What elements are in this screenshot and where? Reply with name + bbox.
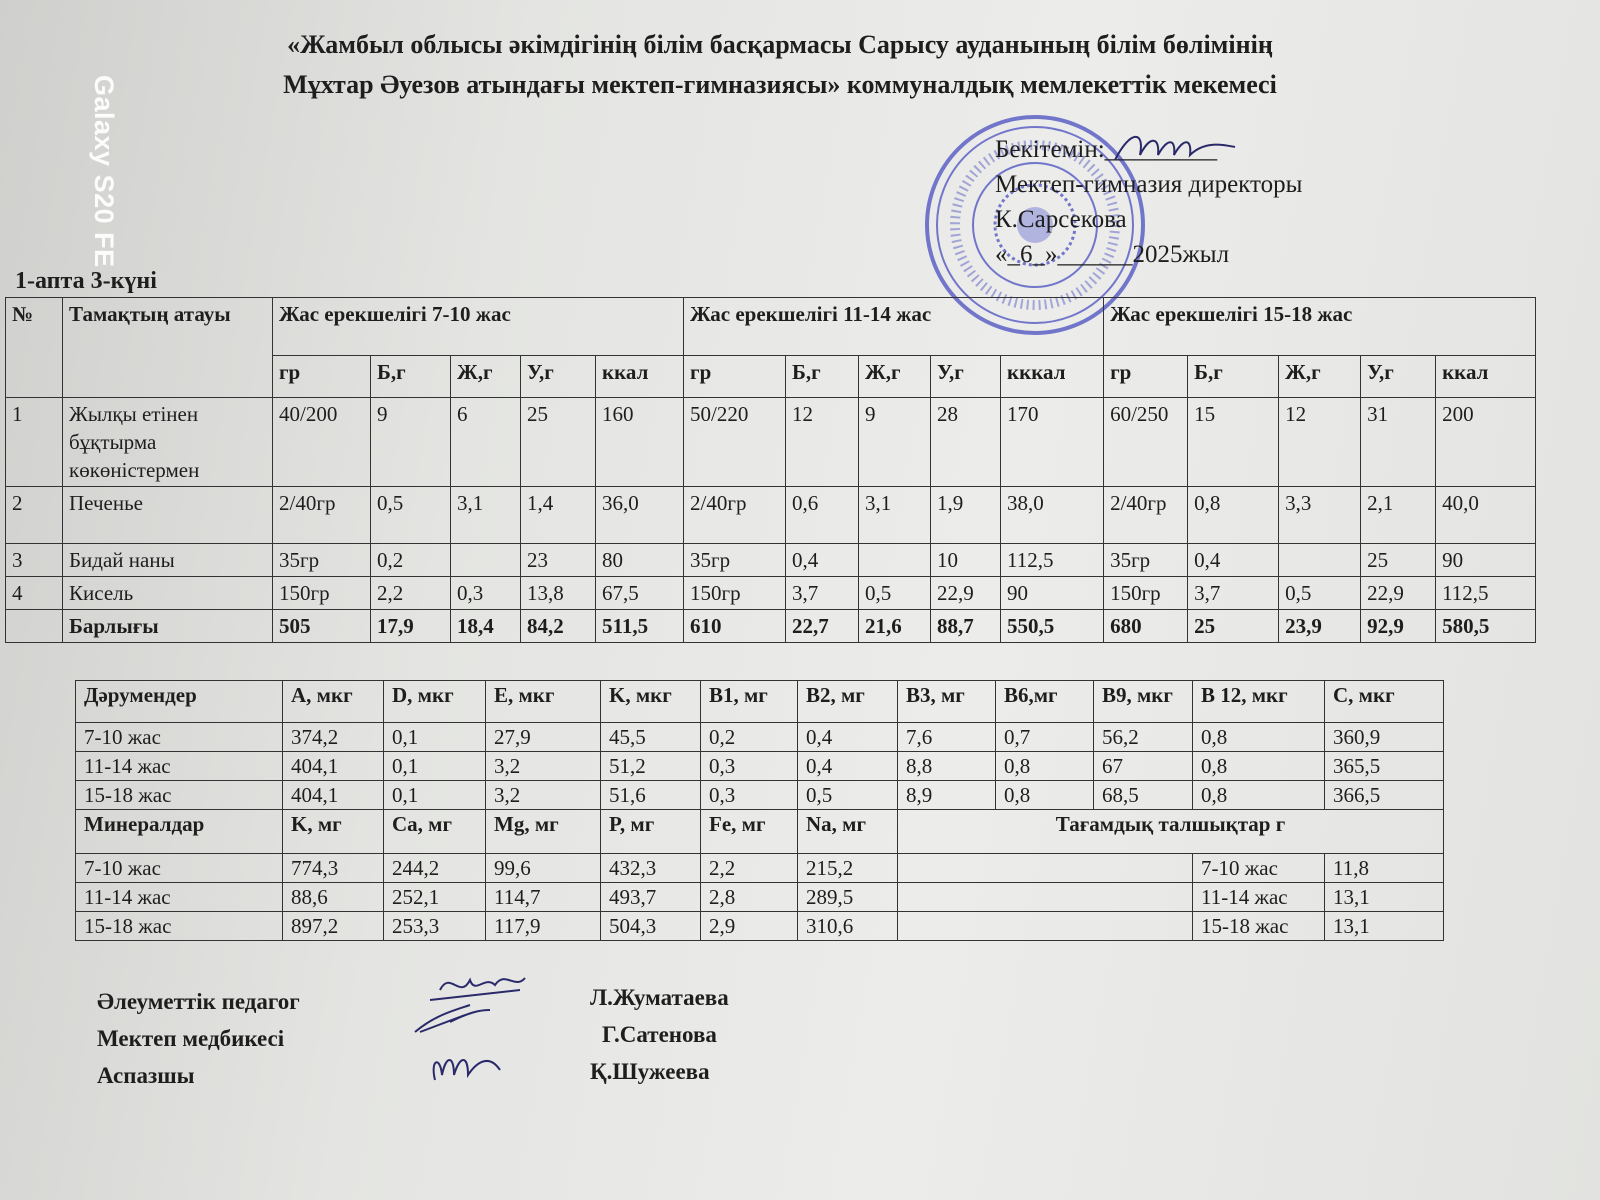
dish-value: 40,0 <box>1436 487 1536 544</box>
fiber-blank <box>898 883 1193 912</box>
total-value: 21,6 <box>859 610 931 643</box>
vitamin-header: B2, мг <box>798 681 898 723</box>
dish-value: 0,8 <box>1188 487 1279 544</box>
signature-name: Г.Сатенова <box>602 1022 717 1047</box>
dish-value: 22,9 <box>1361 577 1436 610</box>
mineral-value: 432,3 <box>601 854 701 883</box>
dish-value: 50/220 <box>684 398 786 487</box>
dish-number: 2 <box>6 487 63 544</box>
total-label: Барлығы <box>63 610 273 643</box>
vitamin-value: 404,1 <box>283 752 384 781</box>
vitamin-value: 0,8 <box>1193 781 1325 810</box>
total-value: 505 <box>273 610 371 643</box>
dish-row <box>6 577 1536 610</box>
dish-value: 15 <box>1188 398 1279 487</box>
mineral-value: 99,6 <box>486 854 601 883</box>
dish-value: 160 <box>596 398 684 487</box>
dish-value: 80 <box>596 544 684 577</box>
total-value: 84,2 <box>521 610 596 643</box>
mineral-value: 15-18 жас <box>76 912 283 941</box>
dish-value: 10 <box>931 544 1001 577</box>
signature-role: Аспазшы <box>97 1063 195 1088</box>
vitamins-header-row <box>76 681 1444 723</box>
dish-number: 3 <box>6 544 63 577</box>
subheader-cell: Б,г <box>786 356 859 398</box>
mineral-value: 7-10 жас <box>76 854 283 883</box>
dish-value: 40/200 <box>273 398 371 487</box>
mineral-value: 774,3 <box>283 854 384 883</box>
vitamin-header: D, мкг <box>384 681 486 723</box>
fiber-value: 11,8 <box>1325 854 1444 883</box>
vitamin-value: 0,3 <box>701 752 798 781</box>
dish-value: 150гр <box>273 577 371 610</box>
vitamin-value: 0,4 <box>798 752 898 781</box>
dish-value: 0,2 <box>371 544 451 577</box>
mineral-value: 117,9 <box>486 912 601 941</box>
dish-value: 3,3 <box>1279 487 1361 544</box>
dish-value: 0,5 <box>859 577 931 610</box>
dish-value: 3,7 <box>1188 577 1279 610</box>
total-value: 610 <box>684 610 786 643</box>
mineral-row <box>76 883 1444 912</box>
total-value: 22,7 <box>786 610 859 643</box>
subheader-cell: Ж,г <box>859 356 931 398</box>
vitamin-row <box>76 752 1444 781</box>
dish-value: 35гр <box>684 544 786 577</box>
subheader-cell: ккал <box>596 356 684 398</box>
mineral-value: 2,8 <box>701 883 798 912</box>
mineral-value: 897,2 <box>283 912 384 941</box>
mineral-value: 215,2 <box>798 854 898 883</box>
total-value: 88,7 <box>931 610 1001 643</box>
signature-name: Қ.Шужеева <box>590 1059 710 1084</box>
dish-value: 9 <box>859 398 931 487</box>
mineral-row <box>76 912 1444 941</box>
header-number: № <box>6 298 63 398</box>
vitamin-value: 0,2 <box>701 723 798 752</box>
vitamin-value: 0,8 <box>1193 752 1325 781</box>
vitamin-value: 0,3 <box>701 781 798 810</box>
dish-value: 3,7 <box>786 577 859 610</box>
dish-value: 36,0 <box>596 487 684 544</box>
vitamin-value: 0,8 <box>996 752 1094 781</box>
dish-value: 0,5 <box>1279 577 1361 610</box>
vitamin-header: B3, мг <box>898 681 996 723</box>
mineral-value: 493,7 <box>601 883 701 912</box>
total-value: 580,5 <box>1436 610 1536 643</box>
vitamin-value: 404,1 <box>283 781 384 810</box>
subheader-cell: У,г <box>521 356 596 398</box>
vitamin-value: 0,8 <box>996 781 1094 810</box>
camera-watermark: Galaxy S20 FE <box>89 75 119 268</box>
dish-number: 1 <box>6 398 63 487</box>
subheader-cell: гр <box>1104 356 1188 398</box>
vitamin-value: 51,2 <box>601 752 701 781</box>
vitamin-value: 0,4 <box>798 723 898 752</box>
mineral-value: 289,5 <box>798 883 898 912</box>
dish-value: 1,4 <box>521 487 596 544</box>
total-value: 511,5 <box>596 610 684 643</box>
handwritten-signatures-icon <box>410 960 540 1090</box>
menu-table <box>5 297 1536 643</box>
total-value: 550,5 <box>1001 610 1104 643</box>
total-value: 92,9 <box>1361 610 1436 643</box>
dish-value: 200 <box>1436 398 1536 487</box>
mineral-value: 244,2 <box>384 854 486 883</box>
dish-name: Бидай наны <box>63 544 273 577</box>
subheader-cell: кккал <box>1001 356 1104 398</box>
vitamin-value: 0,1 <box>384 752 486 781</box>
dish-value: 28 <box>931 398 1001 487</box>
fiber-value: 13,1 <box>1325 883 1444 912</box>
signature-roles <box>97 983 300 1094</box>
dish-name: Кисель <box>63 577 273 610</box>
vitamin-value: 3,2 <box>486 752 601 781</box>
dish-value: 25 <box>521 398 596 487</box>
vitamin-value: 0,1 <box>384 723 486 752</box>
vitamin-header: B1, мг <box>701 681 798 723</box>
signature-role: Әлеуметтік педагог <box>97 989 300 1014</box>
dish-row <box>6 487 1536 544</box>
dish-row <box>6 398 1536 487</box>
vitamin-row <box>76 781 1444 810</box>
header-row <box>6 298 1536 356</box>
vitamin-value: 374,2 <box>283 723 384 752</box>
mineral-value: 252,1 <box>384 883 486 912</box>
dish-value: 150гр <box>1104 577 1188 610</box>
vitamin-header: A, мкг <box>283 681 384 723</box>
dish-value: 6 <box>451 398 521 487</box>
mineral-value: 114,7 <box>486 883 601 912</box>
vitamin-value: 51,6 <box>601 781 701 810</box>
vitamin-value: 67 <box>1094 752 1193 781</box>
dish-value: 2,1 <box>1361 487 1436 544</box>
total-row <box>6 610 1536 643</box>
mineral-header: Ca, мг <box>384 810 486 854</box>
dish-value: 12 <box>1279 398 1361 487</box>
dish-value: 112,5 <box>1436 577 1536 610</box>
vitamin-header: B6,мг <box>996 681 1094 723</box>
mineral-value: 310,6 <box>798 912 898 941</box>
vitamin-header: B9, мкг <box>1094 681 1193 723</box>
dish-value: 38,0 <box>1001 487 1104 544</box>
dish-value: 12 <box>786 398 859 487</box>
vitamin-value: 360,9 <box>1325 723 1444 752</box>
dish-value: 0,3 <box>451 577 521 610</box>
vitamins-minerals-table <box>75 680 1444 941</box>
fiber-value: 13,1 <box>1325 912 1444 941</box>
dish-value: 0,4 <box>1188 544 1279 577</box>
director-name: К.Сарсекова <box>995 206 1127 233</box>
dish-value: 23 <box>521 544 596 577</box>
approval-label: Бекітемін:_________ <box>995 136 1218 163</box>
org-title-line2: Мұхтар Әуезов атындағы мектеп-гимназиясы» коммуналдық мемлекеттік мекемесі <box>283 70 1277 99</box>
vitamin-header: C, мкг <box>1325 681 1444 723</box>
approval-date: «_6_»______2025жыл <box>995 241 1230 268</box>
fiber-blank <box>898 912 1193 941</box>
vitamin-value: 15-18 жас <box>76 781 283 810</box>
total-value: 23,9 <box>1279 610 1361 643</box>
dish-row <box>6 544 1536 577</box>
mineral-value: 2,9 <box>701 912 798 941</box>
header-age-group: Жас ерекшелігі 7-10 жас <box>273 298 684 356</box>
dish-value: 170 <box>1001 398 1104 487</box>
dish-value: 150гр <box>684 577 786 610</box>
dish-value: 0,6 <box>786 487 859 544</box>
dish-value: 60/250 <box>1104 398 1188 487</box>
vitamin-header: E, мкг <box>486 681 601 723</box>
dish-value: 3,1 <box>859 487 931 544</box>
vitamin-header: B 12, мкг <box>1193 681 1325 723</box>
vitamin-value: 3,2 <box>486 781 601 810</box>
dish-value: 22,9 <box>931 577 1001 610</box>
dish-value: 2/40гр <box>273 487 371 544</box>
mineral-value: 253,3 <box>384 912 486 941</box>
director-position: Мектеп-гимназия директоры <box>995 171 1303 198</box>
total-value: 680 <box>1104 610 1188 643</box>
vitamin-value: 0,8 <box>1193 723 1325 752</box>
subheader-cell: Ж,г <box>1279 356 1361 398</box>
mineral-header: Na, мг <box>798 810 898 854</box>
subheader-cell: ккал <box>1436 356 1536 398</box>
vitamin-value: 0,5 <box>798 781 898 810</box>
total-value: 18,4 <box>451 610 521 643</box>
vitamin-value: 0,7 <box>996 723 1094 752</box>
subheader-cell: У,г <box>931 356 1001 398</box>
signature-names <box>590 979 729 1090</box>
mineral-header: K, мг <box>283 810 384 854</box>
vitamin-value: 366,5 <box>1325 781 1444 810</box>
mineral-value: 2,2 <box>701 854 798 883</box>
dish-value <box>859 544 931 577</box>
vitamin-value: 27,9 <box>486 723 601 752</box>
header-dish-name: Тамақтың атауы <box>63 298 273 398</box>
mineral-value: 11-14 жас <box>76 883 283 912</box>
org-title-line1: «Жамбыл облысы әкімдігінің білім басқармасы Сарысу ауданының білім бөлімінің <box>287 30 1273 59</box>
dish-value: 13,8 <box>521 577 596 610</box>
signature-role: Мектеп медбикесі <box>97 1026 285 1051</box>
vitamin-row <box>76 723 1444 752</box>
vitamin-value: 7-10 жас <box>76 723 283 752</box>
vitamin-value: 7,6 <box>898 723 996 752</box>
vitamin-value: 0,1 <box>384 781 486 810</box>
total-value: 17,9 <box>371 610 451 643</box>
dish-value: 2/40гр <box>1104 487 1188 544</box>
mineral-header: Минералдар <box>76 810 283 854</box>
dish-number: 4 <box>6 577 63 610</box>
director-signature-icon <box>1110 125 1240 170</box>
subheader-cell: гр <box>273 356 371 398</box>
week-day-label: 1-апта 3-күні <box>15 268 157 294</box>
vitamin-header: Дәрумендер <box>76 681 283 723</box>
dish-value: 9 <box>371 398 451 487</box>
dish-value: 25 <box>1361 544 1436 577</box>
dish-value: 35гр <box>273 544 371 577</box>
vitamin-value: 45,5 <box>601 723 701 752</box>
dish-value <box>1279 544 1361 577</box>
subheader-cell: гр <box>684 356 786 398</box>
fiber-age: 15-18 жас <box>1193 912 1325 941</box>
dish-value: 3,1 <box>451 487 521 544</box>
total-blank <box>6 610 63 643</box>
vitamin-value: 11-14 жас <box>76 752 283 781</box>
vitamin-value: 56,2 <box>1094 723 1193 752</box>
vitamin-value: 8,8 <box>898 752 996 781</box>
mineral-header: Mg, мг <box>486 810 601 854</box>
mineral-header: P, мг <box>601 810 701 854</box>
mineral-row <box>76 854 1444 883</box>
dish-value: 90 <box>1436 544 1536 577</box>
signature-name: Л.Жуматаева <box>590 985 729 1010</box>
subheader-cell: Б,г <box>371 356 451 398</box>
fiber-age: 11-14 жас <box>1193 883 1325 912</box>
minerals-header-row <box>76 810 1444 854</box>
dish-value: 2/40гр <box>684 487 786 544</box>
dish-value: 2,2 <box>371 577 451 610</box>
dish-value: 1,9 <box>931 487 1001 544</box>
vitamin-value: 365,5 <box>1325 752 1444 781</box>
fiber-blank <box>898 854 1193 883</box>
mineral-value: 504,3 <box>601 912 701 941</box>
vitamin-header: K, мкг <box>601 681 701 723</box>
dish-value: 0,4 <box>786 544 859 577</box>
subheader-cell: Б,г <box>1188 356 1279 398</box>
dish-value: 90 <box>1001 577 1104 610</box>
subheader-cell: У,г <box>1361 356 1436 398</box>
mineral-value: 88,6 <box>283 883 384 912</box>
dish-value: 0,5 <box>371 487 451 544</box>
mineral-header: Fe, мг <box>701 810 798 854</box>
header-age-group: Жас ерекшелігі 15-18 жас <box>1104 298 1536 356</box>
dish-name: Жылқы етінен бұқтырма көкөністермен <box>63 398 273 487</box>
subheader-cell: Ж,г <box>451 356 521 398</box>
dish-value: 67,5 <box>596 577 684 610</box>
fiber-age: 7-10 жас <box>1193 854 1325 883</box>
header-age-group: Жас ерекшелігі 11-14 жас <box>684 298 1104 356</box>
total-value: 25 <box>1188 610 1279 643</box>
vitamin-value: 8,9 <box>898 781 996 810</box>
dish-value: 31 <box>1361 398 1436 487</box>
fiber-header: Тағамдық талшықтар г <box>898 810 1444 854</box>
dish-value: 112,5 <box>1001 544 1104 577</box>
vitamin-value: 68,5 <box>1094 781 1193 810</box>
dish-name: Печенье <box>63 487 273 544</box>
dish-value <box>451 544 521 577</box>
dish-value: 35гр <box>1104 544 1188 577</box>
